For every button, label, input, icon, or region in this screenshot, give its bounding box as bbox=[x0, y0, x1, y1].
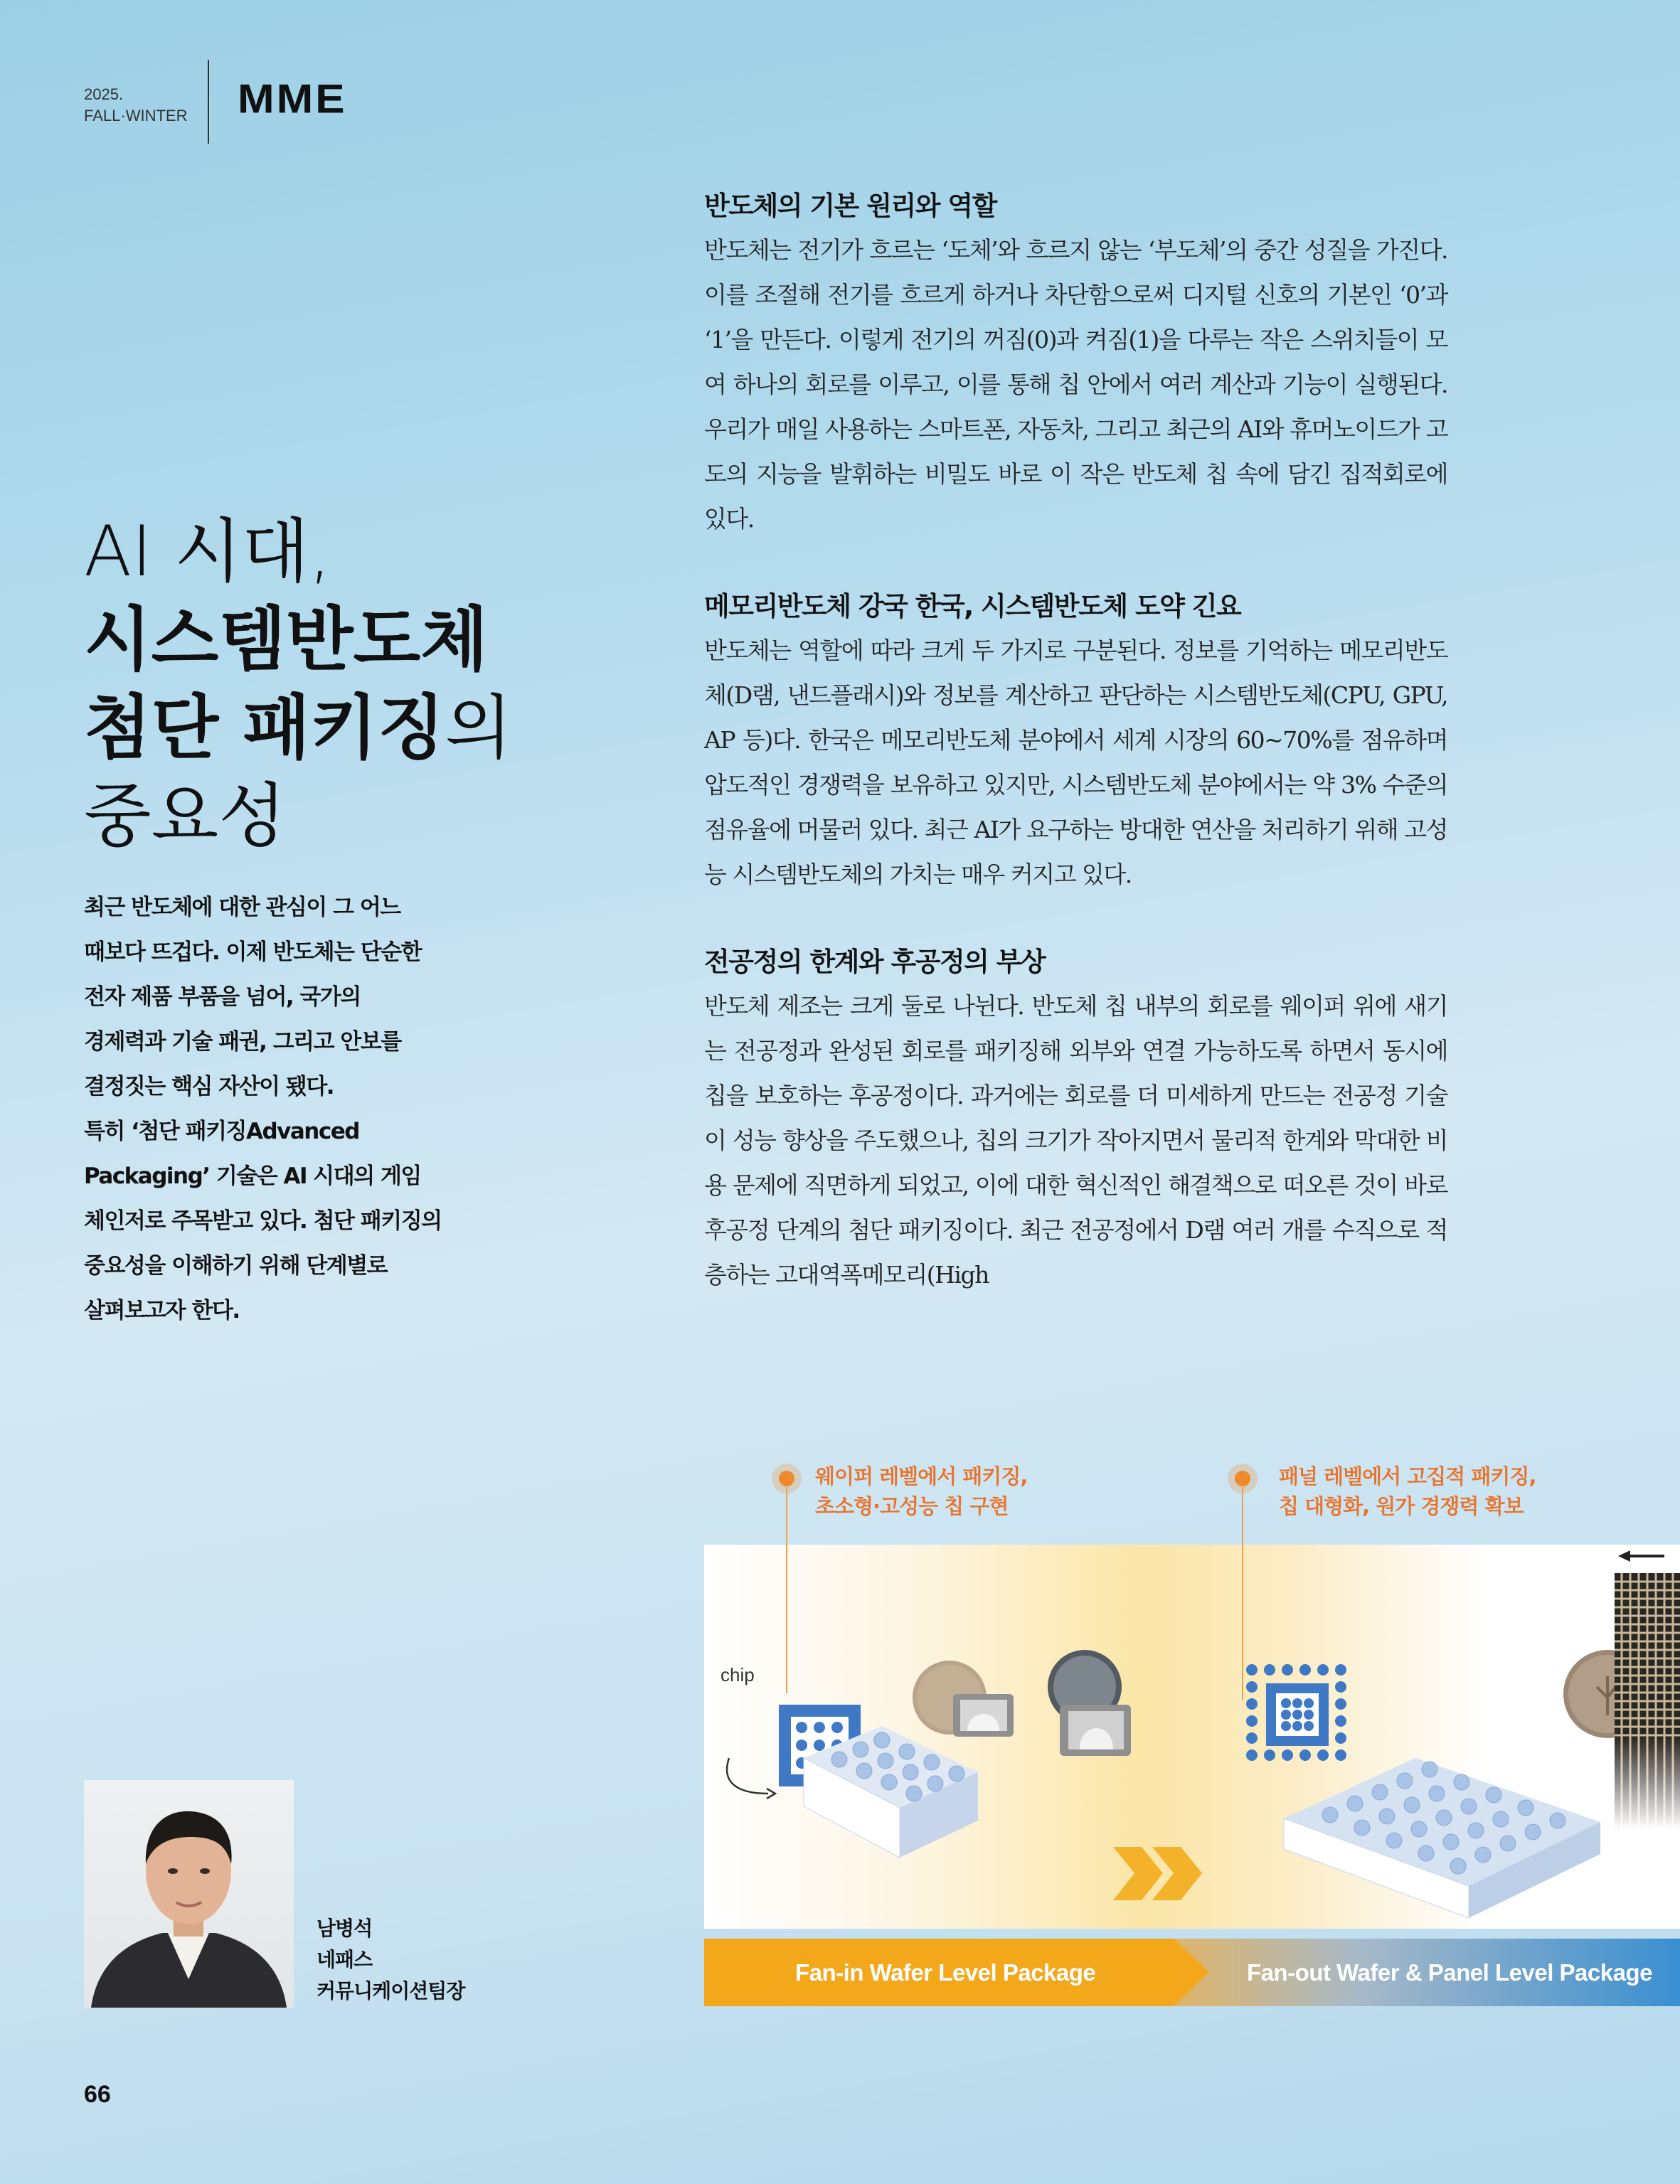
fan-in-label: Fan-in Wafer Level Package bbox=[795, 1959, 1096, 1986]
lead-line: 때보다 뜨겁다. 이제 반도체는 단순한 bbox=[84, 939, 422, 965]
article-title bbox=[84, 508, 512, 861]
wafer-coin-icon bbox=[913, 1650, 1131, 1756]
callout-line-right bbox=[1242, 1487, 1243, 1700]
brand-logo: MME bbox=[238, 76, 347, 122]
lead-line: 살펴보고자 한다. bbox=[84, 1298, 240, 1323]
author-role: 커뮤니케이션팀장 bbox=[317, 1979, 465, 2003]
section bbox=[704, 941, 1447, 1297]
header-divider bbox=[208, 60, 209, 144]
section-heading: 전공정의 한계와 후공정의 부상 bbox=[704, 947, 1046, 977]
author-company: 네패스 bbox=[317, 1948, 373, 1971]
chevron-right-icon bbox=[1113, 1847, 1202, 1900]
issue-season: FALL·WINTER bbox=[84, 107, 188, 124]
figure-panel bbox=[704, 1545, 1680, 1929]
callout-dot-left bbox=[779, 1471, 794, 1486]
title-line-3-bold: 첨단 패키징 bbox=[84, 688, 445, 769]
fan-out-chip-icon bbox=[1246, 1664, 1346, 1761]
issue-year: 2025. bbox=[84, 85, 124, 103]
lead-line: 체인저로 주목받고 있다. 첨단 패키징의 bbox=[84, 1208, 442, 1234]
lead-line: 최근 반도체에 대한 관심이 그 어느 bbox=[84, 895, 400, 920]
section-body: 반도체는 역할에 따라 크게 두 가지로 구분된다. 정보를 기억하는 메모리반도체(D램, 낸드플래시)와 정보를 계산하고 판단하는 시스템반도체(CPU, GPU, AP 등)다. 한국은 메모리반도체 분야에서 세계 시장의 60~70%를 점유하며 압도적인 경쟁력을 보유하고 있지만, 시스템반도체 분야에서는 약 3% 수준의 점유율에 머물러 있다. 최근 AI가 요구하는 방대한 연산을 처리하기 위해 고성능 시스템반도체의 가치는 매우 커지고 있다. bbox=[704, 636, 1447, 888]
section bbox=[704, 585, 1447, 897]
page-number: 66 bbox=[84, 2081, 111, 2108]
lead-line: 결정짓는 핵심 자산이 됐다. bbox=[84, 1074, 334, 1099]
article-body bbox=[704, 185, 1447, 1341]
chip-label: chip bbox=[721, 1664, 755, 1685]
callout-right-line-1: 패널 레벨에서 고집적 패키징, bbox=[1279, 1464, 1536, 1488]
callout-dot-right bbox=[1235, 1471, 1250, 1486]
author-photo bbox=[84, 1780, 294, 2008]
callout-left bbox=[815, 1461, 1027, 1521]
lead-line: 특히 ‘첨단 패키징Advanced bbox=[84, 1119, 359, 1144]
title-line-1: AI 시대, bbox=[84, 511, 331, 592]
packaging-figure bbox=[704, 1461, 1680, 2016]
callout-line-left bbox=[786, 1487, 787, 1693]
section-body: 반도체 제조는 크게 둘로 나뉜다. 반도체 칩 내부의 회로를 웨이퍼 위에 새기는 전공정과 완성된 회로를 패키징해 외부와 연결 가능하도록 하면서 동시에 칩을 보호하는 후공정이다. 과거에는 회로를 더 미세하게 만드는 전공정 기술이 성능 향상을 주도했으나, 칩의 크기가 작아지면서 물리적 한계와 막대한 비용 문제에 직면하게 되었고, 이에 대한 혁신적인 해결책으로 떠오른 것이 바로 후공정 단계의 첨단 패키징이다. 최근 전공정에서 D램 여러 개를 수직으로 적층하는 고대역폭메모리(High bbox=[704, 992, 1447, 1289]
title-line-3-thin: 의 bbox=[445, 688, 513, 769]
lead-line: 전자 제품 부품을 넘어, 국가의 bbox=[84, 984, 361, 1010]
lead-line: 중요성을 이해하기 위해 단계별로 bbox=[84, 1253, 388, 1279]
fan-out-label: Fan-out Wafer & Panel Level Package bbox=[1247, 1959, 1652, 1986]
title-line-4: 중요성 bbox=[84, 776, 287, 857]
section bbox=[704, 185, 1447, 541]
lead-line: 경제력과 기술 패권, 그리고 안보를 bbox=[84, 1029, 401, 1055]
section-body: 반도체는 전기가 흐르는 ‘도체’와 흐르지 않는 ‘부도체’의 중간 성질을 가진다. 이를 조절해 전기를 흐르게 하거나 차단함으로써 디지털 신호의 기본인 ‘0’과 ‘1’을 만든다. 이렇게 전기의 꺼짐(0)과 켜짐(1)을 다루는 작은 스위치들이 모여 하나의 회로를 이루고, 이를 통해 칩 안에서 여러 계산과 기능이 실행된다. 우리가 매일 사용하는 스마트폰, 자동차, 그리고 최근의 AI와 휴머노이드가 고도의 지능을 발휘하는 비밀도 바로 이 작은 반도체 칩 속에 담긴 집적회로에 있다. bbox=[704, 236, 1447, 533]
lead-line: Packaging’ 기술은 AI 시대의 게임 bbox=[84, 1163, 421, 1189]
arrow-left-icon bbox=[1618, 1550, 1664, 1562]
callout-left-line-1: 웨이퍼 레벨에서 패키징, bbox=[815, 1464, 1028, 1488]
section-heading: 메모리반도체 강국 한국, 시스템반도체 도약 긴요 bbox=[704, 591, 1241, 622]
title-line-2: 시스템반도체 bbox=[84, 600, 489, 681]
title-line-3 bbox=[84, 684, 512, 772]
lead-paragraph bbox=[84, 885, 482, 1333]
fan-out-package-icon bbox=[1284, 1758, 1600, 1918]
section-heading: 반도체의 기본 원리와 역할 bbox=[704, 191, 996, 221]
issue-date bbox=[84, 84, 187, 127]
panel-grid-icon bbox=[1615, 1573, 1680, 1829]
author-info bbox=[317, 1913, 464, 2007]
callout-right-line-2: 칩 대형화, 원가 경쟁력 확보 bbox=[1279, 1494, 1524, 1518]
callout-right bbox=[1279, 1461, 1536, 1521]
author-name: 남병석 bbox=[317, 1917, 373, 1940]
callout-left-line-2: 초소형·고성능 칩 구현 bbox=[815, 1494, 1009, 1518]
